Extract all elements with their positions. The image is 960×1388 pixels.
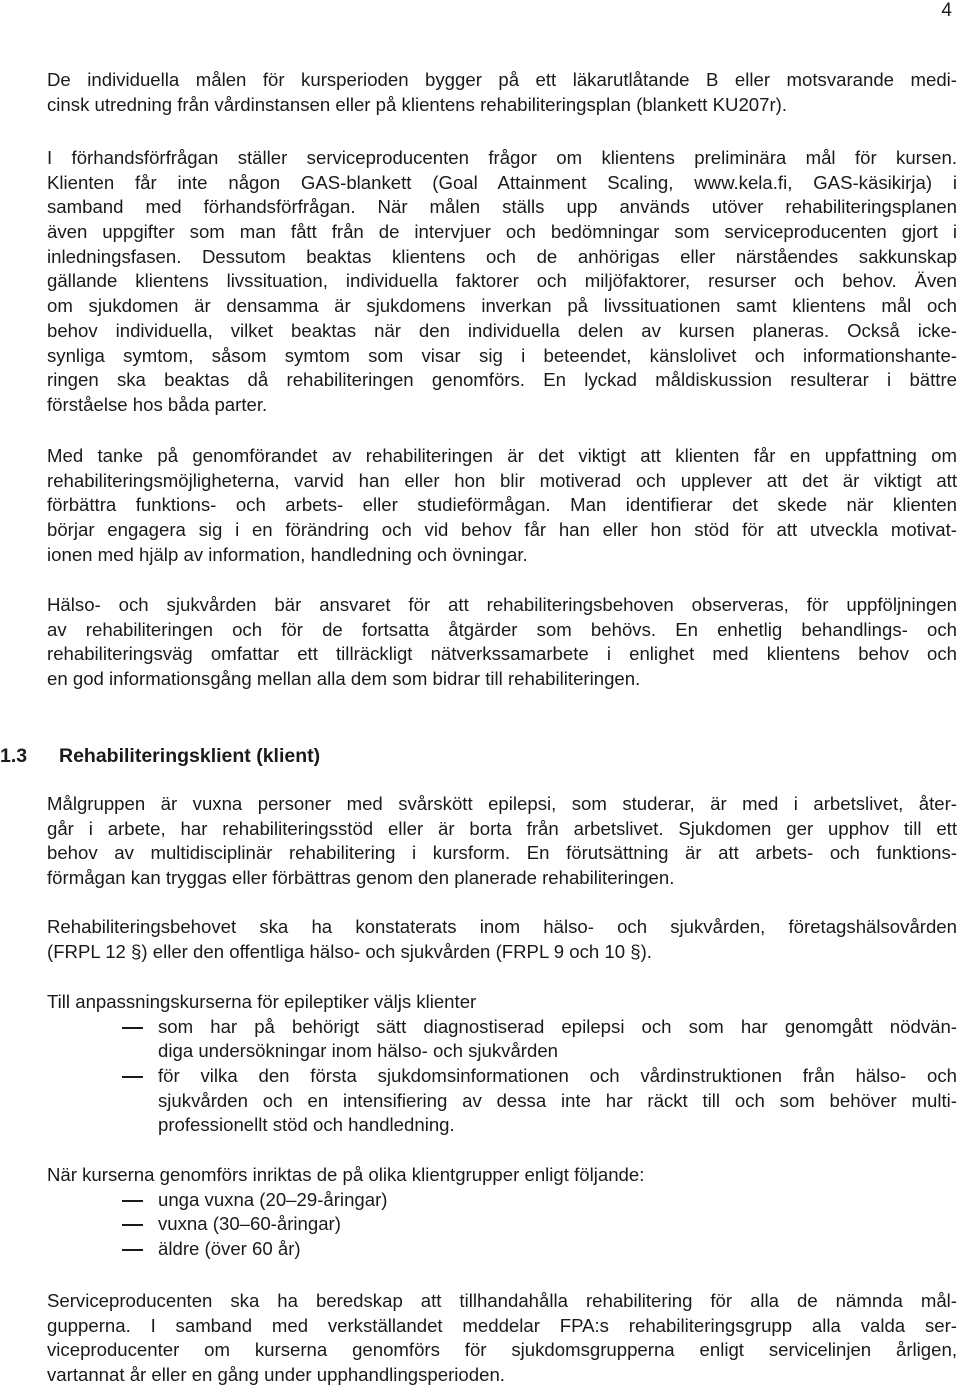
list-intro: Till anpassningskurserna för epileptiker väljs klienter: [47, 991, 477, 1012]
paragraph-line: inledningsfasen. Dessutom beaktas klientens och de anhörigas eller närståendes sakkunskap: [47, 245, 957, 267]
paragraph-line: förmågan kan tryggas eller förbättras genom den planerade rehabiliteringen.: [47, 867, 675, 889]
dash-bullet-icon: [122, 1200, 143, 1202]
paragraph-line: av rehabiliteringen och för de fortsatta åtgärder som behövs. En enhetlig behandlings- och: [47, 618, 957, 640]
paragraph-line: behov av multidisciplinär rehabilitering i kursform. En förutsättning är att arbets- och funktions-: [47, 842, 957, 864]
list-item-line: äldre (över 60 år): [158, 1238, 301, 1260]
list-item-line: sjukvården och en intensifiering av dessa inte har räckt till och som behöver multi-: [158, 1089, 957, 1111]
paragraph-3: [47, 444, 957, 567]
paragraph-line: synliga symtom, såsom symtom som visar sig i beteendet, känslolivet och informationshante-: [47, 344, 957, 366]
list-item: [47, 1015, 957, 1064]
paragraph-line: Målgruppen är vuxna personer med svårskött epilepsi, som studerar, är med i arbetslivet, åter-: [47, 793, 957, 814]
paragraph-line: ionen med hjälp av information, handledning och övningar.: [47, 543, 528, 565]
dash-bullet-icon: [122, 1224, 143, 1226]
paragraph-line: ringen ska beaktas då rehabiliteringen genomförs. En lyckad måldiskussion resulterar i bättre: [47, 369, 957, 391]
paragraph-8: [47, 1163, 957, 1262]
paragraph-line: rehabiliteringsväg omfattar ett tillräckligt nätverkssamarbete i enlighet med klientens behov och: [47, 643, 957, 665]
dash-bullet-icon: [122, 1027, 143, 1029]
page-number: 4: [941, 0, 952, 21]
list-item-line: professionellt stöd och handledning.: [158, 1114, 455, 1136]
paragraph-line: viceproducenter om kurserna genomförs för sjukdomsgrupperna enligt servicelinjen årligen,: [47, 1339, 957, 1361]
paragraph-line: även uppgifter som man fått från de intervjuer och bedömningar som serviceproducenten gjort i: [47, 221, 957, 243]
paragraph-6: [47, 915, 957, 964]
paragraph-line: samband med förhandsförfrågan. När målen ställs upp används utöver rehabiliteringsplanen: [47, 196, 957, 218]
paragraph-line: gupperna. I samband med verkställandet meddelar FPA:s rehabiliteringsgrupp alla valda ser-: [47, 1314, 957, 1336]
list-item-line: för vilka den första sjukdomsinformationen och vårdinstruktionen från hälso- och: [158, 1065, 957, 1087]
paragraph-9: [47, 1289, 957, 1388]
paragraph-line: De individuella målen för kursperioden bygger på ett läkarutlåtande B eller motsvarande medi-: [47, 69, 957, 90]
paragraph-line: förbättra funktions- och arbets- eller studieförmågan. Man identifierar det skede när klienten: [47, 494, 957, 516]
paragraph-line: Rehabiliteringsbehovet ska ha konstaterats inom hälso- och sjukvården, företagshälsovården: [47, 916, 957, 937]
paragraph-line: gällande klientens livssituation, individuella faktorer och miljöfaktorer, resurser och behov. Även: [47, 270, 957, 292]
paragraph-line: Klienten får inte någon GAS-blankett (Goal Attainment Scaling, www.kela.fi, GAS-käsikirja) i: [47, 171, 957, 193]
paragraph-line: (FRPL 12 §) eller den offentliga hälso- och sjukvården (FRPL 9 och 10 §).: [47, 940, 652, 962]
list-item-line: som har på behörigt sätt diagnostiserad epilepsi och som har genomgått nödvän-: [158, 1015, 957, 1037]
list-item-line: unga vuxna (20–29-åringar): [158, 1188, 388, 1210]
paragraph-line: behov individuella, vilket beaktas när den individuella delen av kursen planeras. Också icke-: [47, 319, 957, 341]
paragraph-line: cinsk utredning från vårdinstansen eller på klientens rehabiliteringsplan (blankett KU207r).: [47, 93, 788, 115]
paragraph-line: förståelse hos båda parter.: [47, 393, 268, 415]
dash-bullet-icon: [122, 1076, 143, 1078]
list-item-line: diga undersökningar inom hälso- och sjukvården: [158, 1040, 559, 1062]
paragraph-5: [47, 792, 957, 891]
section-number: 1.3: [0, 745, 28, 767]
list-item-line: vuxna (30–60-åringar): [158, 1213, 341, 1235]
paragraph-line: vartannat år eller en gång under upphandlingsperioden.: [47, 1364, 505, 1386]
paragraph-line: går i arbete, har rehabiliteringsstöd eller är borta från arbetslivet. Sjukdomen ger upphov till ett: [47, 817, 957, 839]
paragraph-line: rehabiliteringsmöjligheterna, varvid han eller hon blir motiverad och upplever att det är viktigt att: [47, 469, 957, 491]
dash-bullet-icon: [122, 1249, 143, 1251]
paragraph-4: [47, 593, 957, 692]
paragraph-line: en god informationsgång mellan alla dem som bidrar till rehabiliteringen.: [47, 668, 641, 690]
paragraph-line: börjar engagera sig i en förändring och vid behov får han eller hon stöd för att utveckla motivat-: [47, 519, 957, 541]
list-intro: När kurserna genomförs inriktas de på olika klientgrupper enligt följande:: [47, 1164, 645, 1185]
paragraph-7: [47, 990, 957, 1138]
list-item: [47, 1237, 957, 1262]
paragraph-line: I förhandsförfrågan ställer serviceproducenten frågor om klientens preliminära mål för kursen.: [47, 147, 957, 168]
paragraph-2: [47, 146, 957, 418]
list-item: [47, 1212, 957, 1237]
list-item: [47, 1064, 957, 1138]
paragraph-1: [47, 68, 957, 117]
paragraph-line: Serviceproducenten ska ha beredskap att tillhandahålla rehabilitering för alla de nämnda mål-: [47, 1290, 957, 1311]
paragraph-line: Med tanke på genomförandet av rehabiliteringen är det viktigt att klienten får en uppfattning om: [47, 445, 957, 466]
paragraph-line: Hälso- och sjukvården bär ansvaret för att rehabiliteringsbehoven observeras, för uppföljningen: [47, 594, 957, 615]
paragraph-line: om sjukdomen är densamma är sjukdomens inverkan på livssituationen samt klientens mål och: [47, 295, 957, 317]
section-title: Rehabiliteringsklient (klient): [59, 745, 321, 767]
list-item: [47, 1188, 957, 1213]
